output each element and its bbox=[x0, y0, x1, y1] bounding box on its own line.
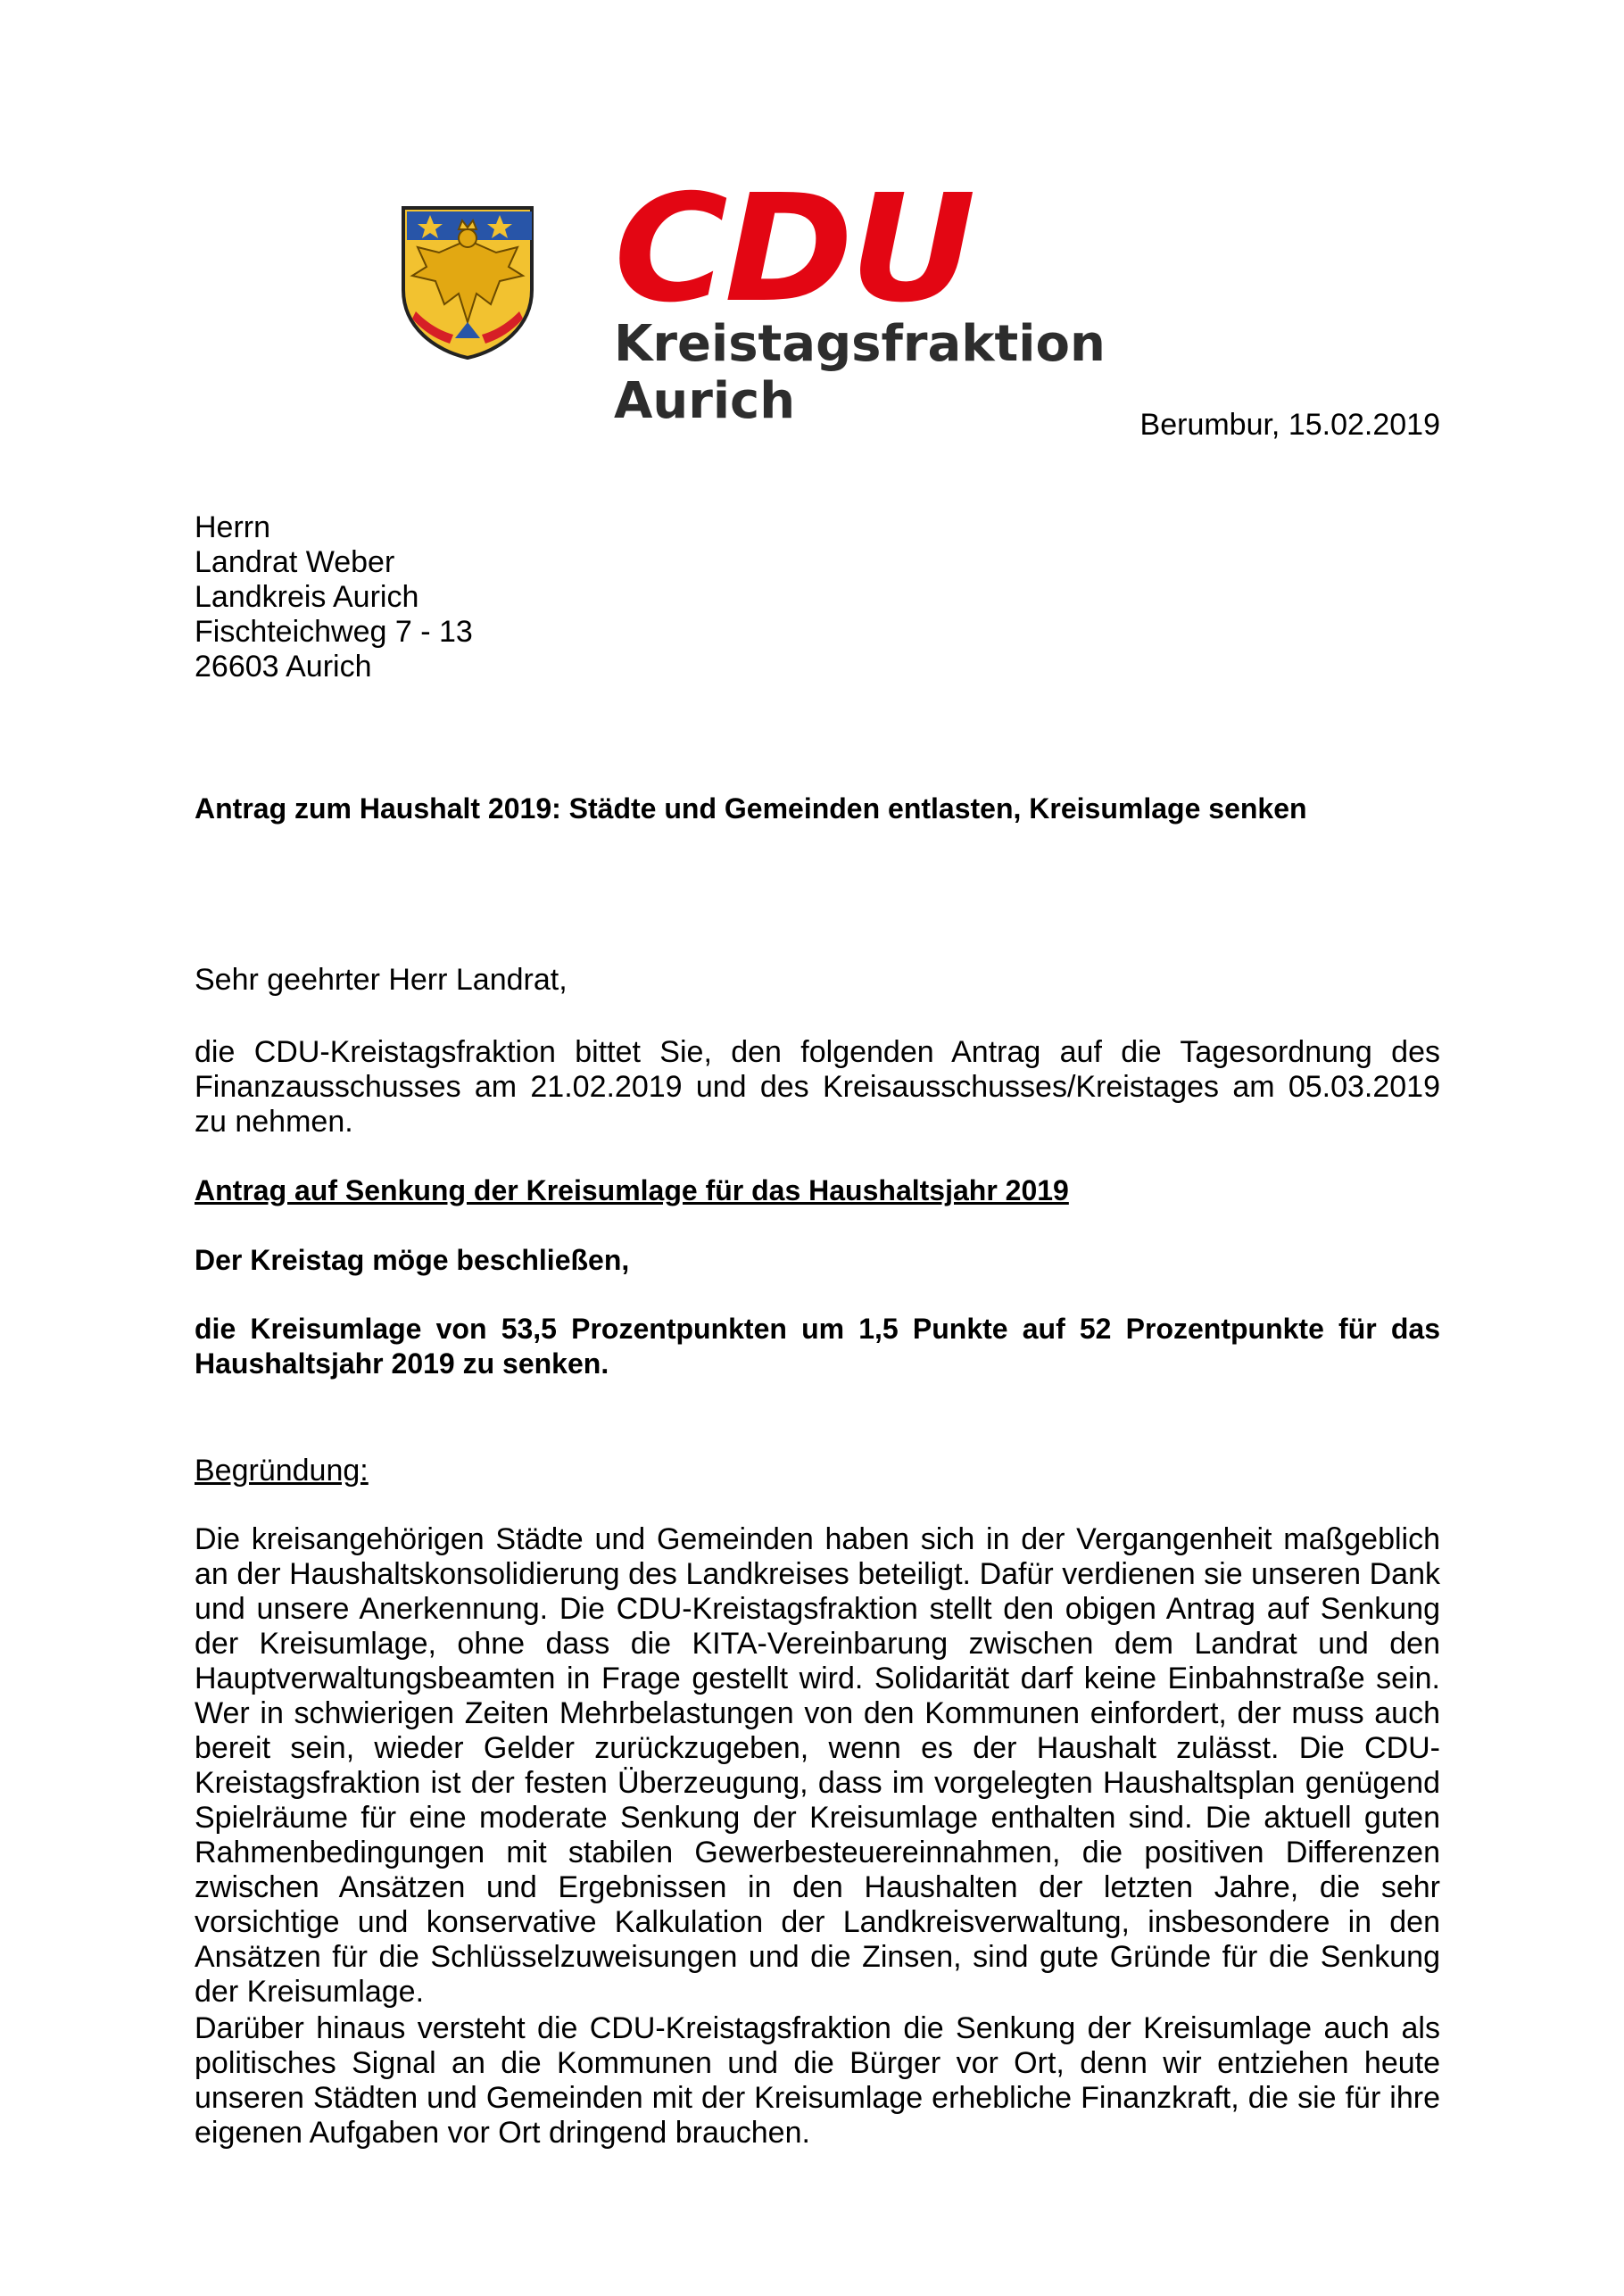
brand-name: CDU bbox=[614, 163, 973, 336]
recipient-line: Landrat Weber bbox=[195, 545, 395, 579]
recipient-address bbox=[195, 510, 473, 684]
coat-of-arms-icon bbox=[400, 204, 535, 360]
intro-paragraph: die CDU-Kreistagsfraktion bittet Sie, den folgenden Antrag auf die Tagesordnung des Finanzausschusses am 21.02.2019 und des Kreisausschusses/Kreistages am 05.03.2019 zu nehmen. bbox=[195, 1035, 1440, 1139]
salutation: Sehr geehrter Herr Landrat, bbox=[195, 963, 568, 997]
organization-name: Kreistagsfraktion Aurich bbox=[614, 315, 1106, 430]
justification-paragraph: Die kreisangehörigen Städte und Gemeinden haben sich in der Vergangenheit maßgeblich an der Haushaltskonsolidierung des Landkreises beteiligt. Dafür verdienen sie unseren Dank und unsere Anerkennung. Die CDU-Kreistagsfraktion stellt den obigen Antrag auf Senkung der Kreisumlage, ohne dass die KITA-Vereinbarung zwischen dem Landrat und den Hauptverwaltungsbeamten in Frage gestellt wird. Solidarität darf keine Einbahnstraße sein. Wer in schwierigen Zeiten Mehrbelastungen von den Kommunen einfordert, der muss auch bereit sein, wieder Gelder zurückzugeben, wenn es der Haushalt zulässt. Die CDU-Kreistagsfraktion ist der festen Überzeugung, dass im vorgelegten Haushaltsplan genügend Spielräume für eine moderate Senkung der Kreisumlage enthalten sind. Die aktuell guten Rahmenbedingungen mit stabilen Gewerbesteuereinnahmen, die positiven Differenzen zwischen Ansätzen und Ergebnissen in den Haushalten der letzten Jahre, die sehr vorsichtige und konservative Kalkulation der Landkreisverwaltung, insbesondere in den Ansätzen für die Schlüsselzuweisungen und die Zinsen, sind gute Gründe für die Senkung der Kreisumlage. bbox=[195, 1522, 1440, 2009]
justification-paragraph: Darüber hinaus versteht die CDU-Kreistagsfraktion die Senkung der Kreisumlage auch als politisches Signal an die Kommunen und die Bürger vor Ort, denn wir entziehen heute unseren Städten und Gemeinden mit der Kreisumlage erhebliche Finanzkraft, die sie für ihre eigenen Aufgaben vor Ort dringend brauchen. bbox=[195, 2011, 1440, 2150]
recipient-line: Fischteichweg 7 - 13 bbox=[195, 615, 473, 649]
resolution-intro: Der Kreistag möge beschließen, bbox=[195, 1244, 630, 1276]
recipient-line: 26603 Aurich bbox=[195, 650, 372, 684]
date-line: Berumbur, 15.02.2019 bbox=[1139, 408, 1440, 442]
recipient-line: Landkreis Aurich bbox=[195, 580, 419, 614]
justification-heading: Begründung: bbox=[195, 1454, 369, 1488]
resolution-text: die Kreisumlage von 53,5 Prozentpunkten um 1,5 Punkte auf 52 Prozentpunkte für das Haushaltsjahr 2019 zu senken. bbox=[195, 1313, 1440, 1380]
motion-title: Antrag auf Senkung der Kreisumlage für das Haushaltsjahr 2019 bbox=[195, 1174, 1069, 1206]
subject-line: Antrag zum Haushalt 2019: Städte und Gemeinden entlasten, Kreisumlage senken bbox=[195, 792, 1307, 825]
recipient-line: Herrn bbox=[195, 510, 271, 544]
brand-logo bbox=[614, 163, 1256, 430]
